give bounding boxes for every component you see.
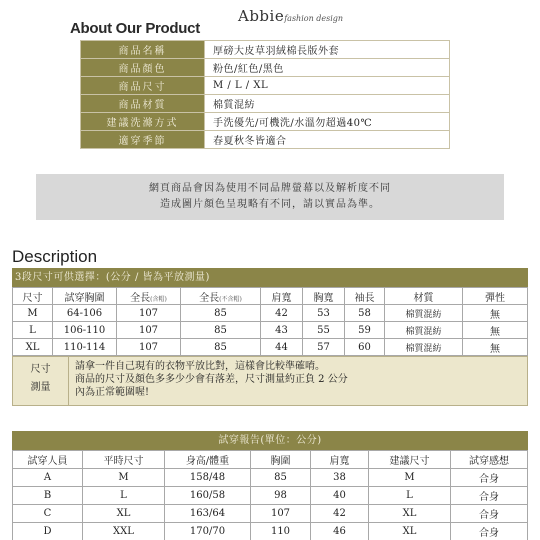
table-cell: 106-110 [53, 322, 117, 339]
table-cell: 57 [303, 339, 345, 356]
table-cell: 38 [311, 469, 369, 487]
table-cell: XL [13, 339, 53, 356]
column-header-text: 全長 [199, 292, 220, 304]
table-cell: 43 [261, 322, 303, 339]
table-cell: 110-114 [53, 339, 117, 356]
notes-label-line: 尺寸 [30, 364, 51, 375]
description-title: Description [12, 247, 98, 266]
table-row [81, 77, 450, 95]
table-cell: B [13, 487, 83, 505]
disclaimer-line: 網頁商品會因為使用不同品牌螢幕以及解析度不同 [149, 183, 391, 194]
brand-name: Abbie [238, 7, 285, 25]
table-cell: L [13, 322, 53, 339]
column-header-note: (不含帽) [219, 295, 242, 303]
table-row [81, 95, 450, 113]
table-cell: 107 [117, 339, 181, 356]
table-cell: 40 [311, 487, 369, 505]
table-cell: 無 [463, 322, 528, 339]
table-cell: 58 [345, 305, 385, 322]
size-table-header: 3段尺寸可供選擇：(公分 / 皆為平放測量) [12, 268, 528, 287]
column-header-text: 全長 [130, 292, 151, 304]
product-info-value: M / L / XL [205, 77, 450, 95]
table-cell: XL [369, 523, 451, 540]
table-header-row [13, 451, 528, 469]
table-cell: 42 [261, 305, 303, 322]
table-cell: 60 [345, 339, 385, 356]
table-row [13, 505, 528, 523]
table-cell: 合身 [451, 523, 528, 540]
product-info-table [80, 40, 450, 149]
table-cell: L [369, 487, 451, 505]
notes-line: 內為正常範圍喔! [75, 387, 150, 398]
brand-logo [238, 6, 343, 25]
table-row [81, 59, 450, 77]
column-header-note: (含帽) [150, 295, 167, 303]
table-cell: 合身 [451, 469, 528, 487]
table-cell: 107 [117, 322, 181, 339]
table-cell: 64-106 [53, 305, 117, 322]
table-row [13, 322, 528, 339]
table-cell: 85 [181, 339, 261, 356]
table-cell: 85 [181, 305, 261, 322]
column-header: 試穿感想 [451, 451, 528, 469]
column-header: 尺寸 [13, 288, 53, 305]
product-info-label: 適穿季節 [81, 131, 205, 149]
table-row [81, 113, 450, 131]
table-cell: 無 [463, 339, 528, 356]
table-row [13, 487, 528, 505]
notes-line: 請拿一件自己現有的衣物平放比對，這樣會比較準確唷。 [75, 361, 325, 372]
table-cell: 98 [251, 487, 311, 505]
table-cell: 合身 [451, 505, 528, 523]
notes-label-line: 測量 [30, 382, 51, 393]
table-cell: 55 [303, 322, 345, 339]
column-header: 胸圍 [251, 451, 311, 469]
table-cell: 85 [251, 469, 311, 487]
column-header: 肩寬 [261, 288, 303, 305]
table-cell: 59 [345, 322, 385, 339]
column-header [117, 288, 181, 305]
table-row [13, 523, 528, 540]
table-cell: 85 [181, 322, 261, 339]
product-info-value: 棉質混紡 [205, 95, 450, 113]
table-row [13, 305, 528, 322]
about-title: About Our Product [70, 20, 200, 37]
measurement-notes-text [75, 360, 348, 399]
table-cell: 合身 [451, 487, 528, 505]
column-header: 試穿胸圍 [53, 288, 117, 305]
table-cell: 158/48 [165, 469, 251, 487]
table-cell: M [83, 469, 165, 487]
column-header [181, 288, 261, 305]
column-header: 試穿人員 [13, 451, 83, 469]
product-info-label: 商品材質 [81, 95, 205, 113]
table-cell: XL [83, 505, 165, 523]
column-header: 平時尺寸 [83, 451, 165, 469]
product-info-value: 手洗優先/可機洗/水溫勿超過40℃ [205, 113, 450, 131]
table-cell: 163/64 [165, 505, 251, 523]
trial-report-header: 試穿報告(單位：公分) [12, 431, 528, 450]
table-row [13, 339, 528, 356]
product-info-label: 建議洗滌方式 [81, 113, 205, 131]
column-header: 彈性 [463, 288, 528, 305]
table-cell: M [369, 469, 451, 487]
table-cell: 棉質混紡 [385, 305, 463, 322]
color-disclaimer [36, 174, 504, 220]
product-info-value: 春夏秋冬皆適合 [205, 131, 450, 149]
measurement-notes-label [13, 357, 69, 405]
product-info-value: 粉色/紅色/黑色 [205, 59, 450, 77]
product-info-label: 商品顏色 [81, 59, 205, 77]
disclaimer-line: 造成圖片顏色呈現略有不同，請以實品為準。 [160, 199, 380, 210]
table-cell: 170/70 [165, 523, 251, 540]
column-header: 身高/體重 [165, 451, 251, 469]
column-header: 胸寬 [303, 288, 345, 305]
product-info-value: 厚磅大皮草羽絨棉長版外套 [205, 41, 450, 59]
table-row [13, 469, 528, 487]
table-row [81, 41, 450, 59]
table-cell: M [13, 305, 53, 322]
table-header-row [13, 288, 528, 305]
table-cell: XXL [83, 523, 165, 540]
table-row [81, 131, 450, 149]
table-cell: 棉質混紡 [385, 322, 463, 339]
product-info-label: 商品尺寸 [81, 77, 205, 95]
column-header: 建議尺寸 [369, 451, 451, 469]
table-cell: XL [369, 505, 451, 523]
column-header: 肩寬 [311, 451, 369, 469]
table-cell: C [13, 505, 83, 523]
measurement-notes [12, 356, 528, 406]
column-header: 袖長 [345, 288, 385, 305]
table-cell: 107 [117, 305, 181, 322]
table-cell: A [13, 469, 83, 487]
table-cell: 110 [251, 523, 311, 540]
table-cell: 107 [251, 505, 311, 523]
product-info-label: 商品名稱 [81, 41, 205, 59]
table-cell: 53 [303, 305, 345, 322]
table-cell: L [83, 487, 165, 505]
table-cell: 160/58 [165, 487, 251, 505]
table-cell: 46 [311, 523, 369, 540]
notes-line: 商品的尺寸及顏色多多少少會有落差，尺寸測量約正負 2 公分 [75, 374, 348, 385]
table-cell: 42 [311, 505, 369, 523]
brand-tagline: fashion design [284, 14, 344, 23]
table-cell: 棉質混紡 [385, 339, 463, 356]
table-cell: 44 [261, 339, 303, 356]
size-table [12, 287, 528, 356]
table-cell: D [13, 523, 83, 540]
table-cell: 無 [463, 305, 528, 322]
trial-report-table [12, 450, 528, 540]
column-header: 材質 [385, 288, 463, 305]
